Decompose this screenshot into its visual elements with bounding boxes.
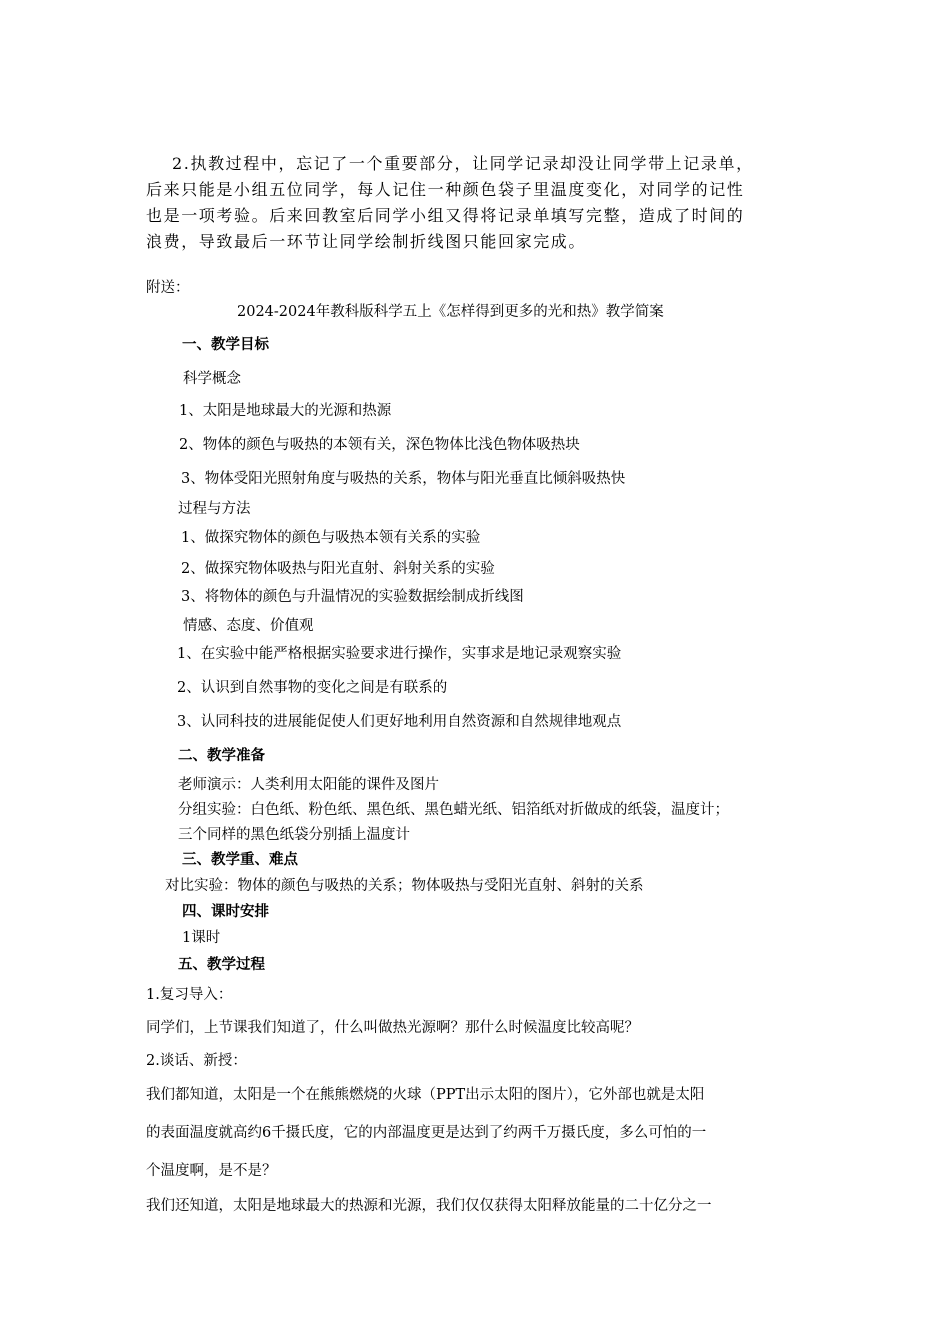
subheading-attitude: 情感、态度、价值观 (183, 618, 314, 634)
section-heading-key-points: 三、教学重、难点 (182, 851, 298, 868)
process-item: 2、做探究物体吸热与阳光直射、斜射关系的实验 (181, 561, 495, 577)
talk-heading: 2.谈话、新授： (146, 1053, 247, 1069)
reflection-line-4: 浪费，导致最后一环节让同学绘制折线图只能回家完成。 (146, 232, 587, 251)
subheading-process: 过程与方法 (178, 501, 251, 517)
attitude-item: 2、认识到自然事物的变化之间是有联系的 (177, 680, 448, 696)
reflection-line-2: 后来只能是小组五位同学，每人记住一种颜色袋子里温度变化，对同学的记性 (146, 180, 745, 199)
talk-line: 我们都知道，太阳是一个在熊熊燃烧的火球（PPT出示太阳的图片），它外部也就是太阳 (146, 1087, 705, 1103)
concept-item: 2、物体的颜色与吸热的本领有关，深色物体比浅色物体吸热块 (179, 437, 580, 453)
reflection-line-1: 2.执教过程中，忘记了一个重要部分，让同学记录却没让同学带上记录单， (172, 154, 754, 173)
subheading-concept: 科学概念 (183, 371, 241, 387)
review-text: 同学们，上节课我们知道了，什么叫做热光源啊？那什么时候温度比较高呢？ (146, 1020, 639, 1036)
document-title: 2024-2024年教科版科学五上《怎样得到更多的光和热》教学简案 (237, 304, 664, 320)
talk-line: 个温度啊，是不是？ (146, 1163, 277, 1179)
key-points-text: 对比实验：物体的颜色与吸热的关系；物体吸热与受阳光直射、斜射的关系 (165, 878, 644, 894)
reflection-line-3: 也是一项考验。后来回教室后同学小组又得将记录单填写完整，造成了时间的 (146, 206, 745, 225)
prep-group-line-2: 三个同样的黑色纸袋分别插上温度计 (178, 827, 410, 843)
section-heading-schedule: 四、课时安排 (182, 903, 269, 920)
concept-item: 3、物体受阳光照射角度与吸热的关系，物体与阳光垂直比倾斜吸热快 (181, 471, 626, 487)
process-item: 3、将物体的颜色与升温情况的实验数据绘制成折线图 (181, 589, 524, 605)
talk-line: 我们还知道，太阳是地球最大的热源和光源，我们仅仅获得太阳释放能量的二十亿分之一 (146, 1198, 712, 1214)
attitude-item: 1、在实验中能严格根据实验要求进行操作，实事求是地记录观察实验 (177, 646, 622, 662)
process-item: 1、做探究物体的颜色与吸热本领有关系的实验 (181, 530, 481, 546)
section-heading-preparation: 二、教学准备 (178, 747, 265, 764)
section-heading-objectives: 一、教学目标 (182, 336, 269, 353)
prep-group-line-1: 分组实验：白色纸、粉色纸、黑色纸、黑色蜡光纸、铝箔纸对折做成的纸袋，温度计； (178, 802, 729, 818)
concept-item: 1、太阳是地球最大的光源和热源 (179, 403, 392, 419)
schedule-text: 1课时 (182, 930, 221, 946)
review-heading: 1.复习导入： (146, 987, 233, 1003)
prep-teacher: 老师演示：人类利用太阳能的课件及图片 (178, 777, 439, 793)
appendix-label: 附送： (146, 280, 190, 296)
talk-line: 的表面温度就高约6千摄氏度，它的内部温度更是达到了约两千万摄氏度，多么可怕的一 (146, 1125, 707, 1141)
section-heading-process: 五、教学过程 (178, 956, 265, 973)
attitude-item: 3、认同科技的进展能促使人们更好地利用自然资源和自然规律地观点 (177, 714, 622, 730)
